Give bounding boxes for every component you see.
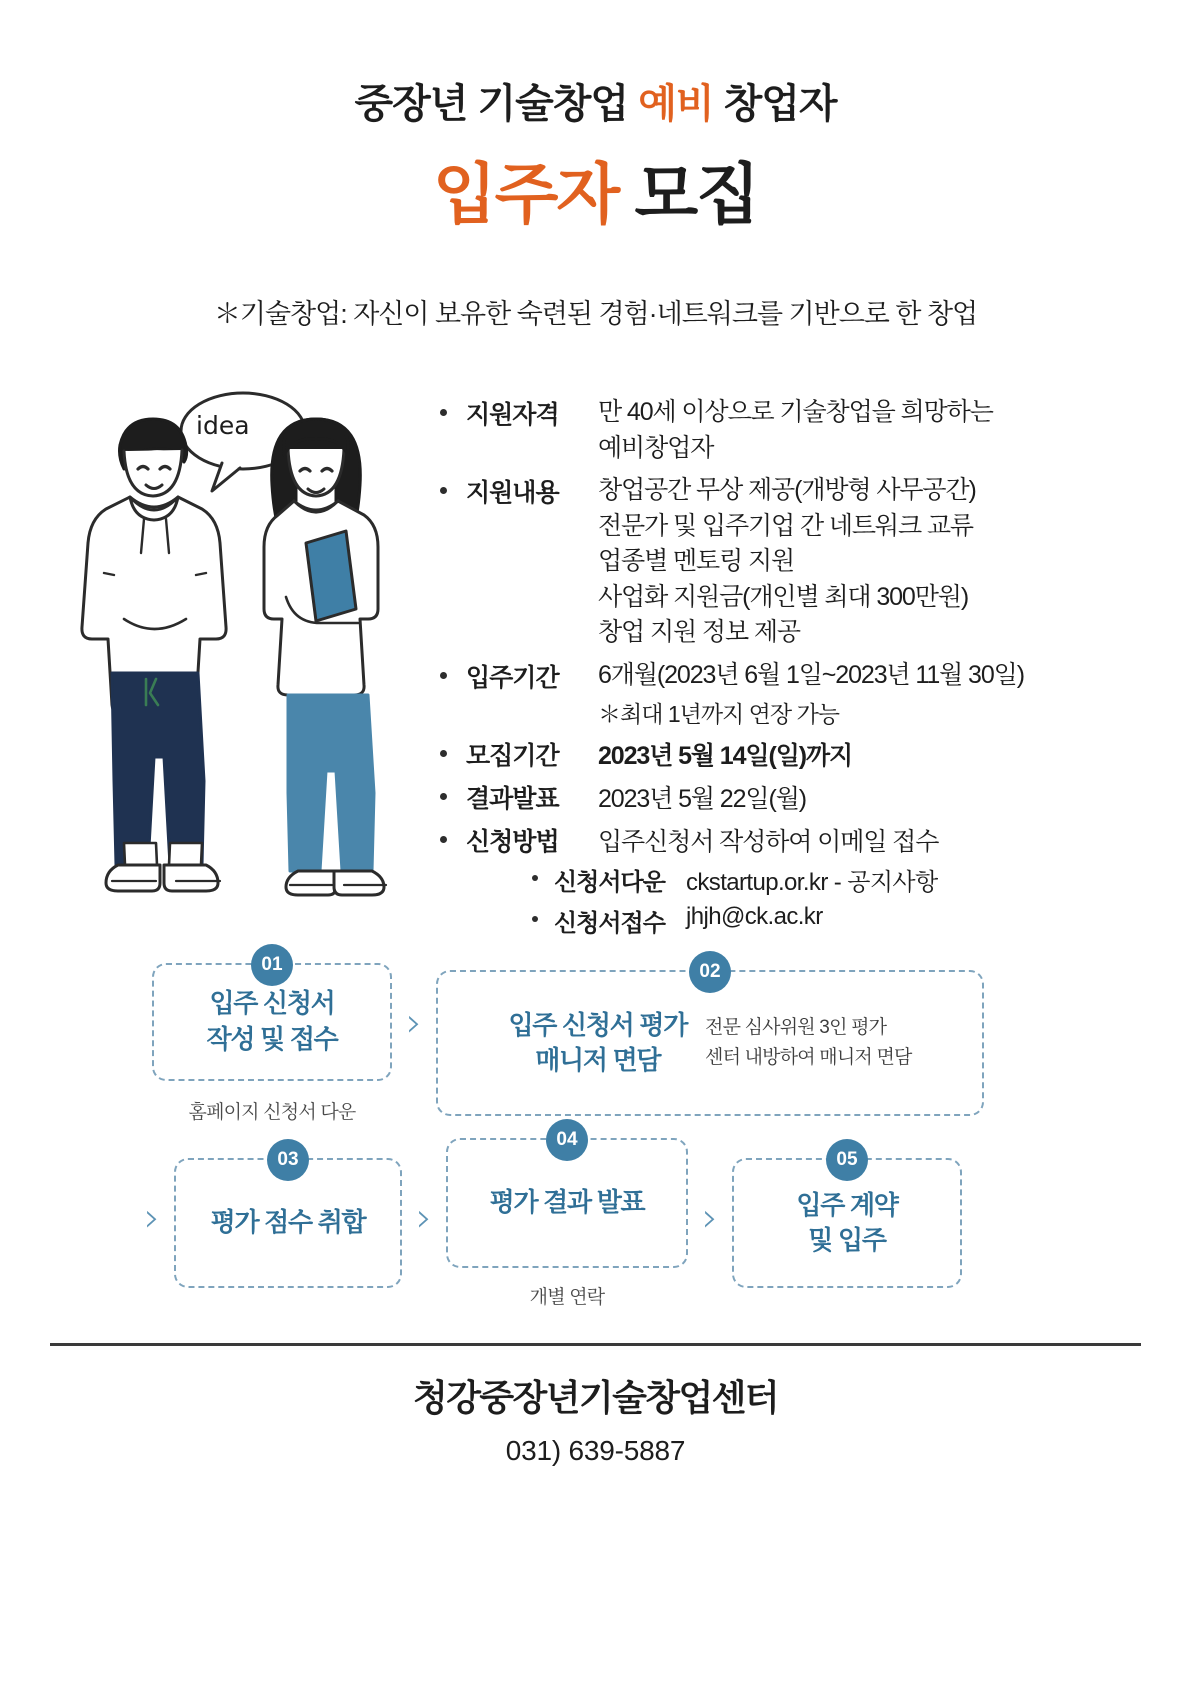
step-title-05-line1: 입주 계약 — [796, 1189, 898, 1220]
detail-value-line: 사업화 지원금(개인별 최대 300만원) — [598, 582, 969, 611]
program-details — [430, 373, 1191, 945]
chevron-right-icon-1: › — [406, 1000, 422, 1046]
detail-label: 결과발표 — [466, 784, 559, 813]
step-box-02 — [436, 961, 984, 1116]
step-number-04: 04 — [546, 1119, 588, 1161]
detail-value — [588, 473, 976, 651]
step-number-03: 03 — [267, 1139, 309, 1181]
detail-value — [588, 395, 993, 466]
step-desc-02 — [705, 1013, 912, 1074]
detail-label: 지원자격 — [466, 401, 559, 429]
detail-value-line: 창업공간 무상 제공(개방형 사무공간) — [598, 476, 976, 504]
detail-value: 입주신청서 작성하여 이메일 접수 — [598, 827, 939, 856]
list-item-how-to-apply — [430, 822, 1151, 938]
detail-value: 2023년 5월 22일(월) — [598, 784, 806, 813]
chevron-right-icon-3: › — [416, 1195, 432, 1241]
detail-value: 2023년 5월 14일(일)까지 — [598, 741, 853, 770]
email-link[interactable]: jhjh@ck.ac.kr — [686, 902, 823, 930]
step-box-04 — [446, 1128, 688, 1268]
step-box-03 — [174, 1149, 402, 1288]
title-line1-accent: 예비 — [638, 82, 714, 126]
step-title-01 — [207, 986, 338, 1056]
step-desc-02-line2: 센터 내방하여 매니저 면담 — [705, 1047, 912, 1068]
definition-note: ＊기술창업: 자신이 보유한 숙련된 경험·네트워크를 기반으로 한 창업 — [213, 299, 978, 329]
step-title-02 — [508, 1008, 687, 1078]
poster-footer — [0, 1346, 1191, 1467]
detail-label: 신청방법 — [466, 827, 559, 856]
people-illustration-svg — [0, 373, 430, 933]
step-number-02: 02 — [689, 951, 731, 993]
apply-sub-list — [466, 862, 1151, 938]
step-box-01 — [152, 953, 392, 1081]
detail-value-line: 업종별 멘토링 지원 — [598, 547, 795, 575]
detail-value-line: 창업 지원 정보 제공 — [598, 618, 800, 646]
title-line1-pre: 중장년 기술창업 — [354, 82, 639, 126]
step-title-02-line2: 매니저 면담 — [535, 1045, 661, 1075]
organization-name: 청강중장년기술창업센터 — [413, 1376, 778, 1418]
extension-note: ＊최대 1년까지 연장 가능 — [598, 700, 839, 727]
step-caption-04: 개별 연락 — [529, 1286, 605, 1308]
step-title-03: 평가 점수 취합 — [210, 1207, 366, 1238]
detail-value — [588, 658, 1024, 694]
list-item-form-download — [524, 862, 1151, 897]
detail-label: 입주기간 — [466, 663, 559, 692]
list-item-deadline — [430, 736, 1151, 772]
step-title-04: 평가 결과 발표 — [489, 1186, 645, 1217]
step-title-01-line1: 입주 신청서 — [209, 988, 335, 1019]
title-line1-post: 창업자 — [713, 82, 837, 126]
contact-phone: 031) 639-5887 — [505, 1434, 686, 1466]
step-caption-01: 홈페이지 신청서 다운 — [188, 1101, 356, 1123]
title-line2-accent: 입주자 — [432, 157, 619, 231]
sub-label: 신청서다운 — [554, 868, 665, 896]
detail-value-line: 6개월(2023년 6월 1일~2023년 11월 30일) — [598, 660, 1024, 689]
chevron-right-icon-2: › — [144, 1195, 160, 1241]
sub-label: 신청서접수 — [554, 909, 665, 937]
step-title-05-line2: 및 입주 — [808, 1225, 886, 1255]
list-item-form-submit — [524, 903, 1151, 938]
illustration-two-people — [0, 373, 430, 933]
poster-header — [0, 0, 1191, 331]
step-title-05 — [796, 1188, 897, 1258]
page-title-line1 — [0, 72, 1191, 129]
chevron-right-icon-4: › — [702, 1195, 718, 1241]
detail-value-line: 예비창업자 — [598, 433, 714, 462]
step-title-02-line1: 입주 신청서 평가 — [508, 1009, 688, 1040]
list-item-support — [430, 473, 1151, 651]
download-link[interactable]: ckstartup.or.kr - 공지사항 — [686, 868, 938, 896]
list-item-announcement — [430, 779, 1151, 815]
main-content — [0, 373, 1191, 945]
step-desc-02-line1: 전문 심사위원 3인 평가 — [705, 1016, 887, 1038]
page-title-line2 — [0, 141, 1191, 236]
detail-label: 지원내용 — [466, 479, 559, 507]
step-box-05 — [732, 1149, 962, 1288]
process-row-1 — [152, 953, 1157, 1124]
list-item-qualification — [430, 395, 1151, 466]
detail-value-line: 전문가 및 입주기업 간 네트워크 교류 — [598, 511, 973, 540]
step-title-01-line2: 작성 및 접수 — [206, 1023, 338, 1054]
title-line2-post: 모집 — [618, 157, 759, 231]
detail-list — [430, 395, 1151, 938]
detail-value-line: 만 40세 이상으로 기술창업을 희망하는 — [598, 398, 993, 426]
process-flow — [34, 953, 1157, 1309]
step-number-01: 01 — [251, 944, 293, 986]
idea-bubble-label: idea — [196, 411, 250, 440]
list-item-period — [430, 658, 1151, 729]
step-number-05: 05 — [826, 1139, 868, 1181]
process-row-2 — [130, 1128, 1157, 1309]
detail-label: 모집기간 — [466, 741, 559, 770]
